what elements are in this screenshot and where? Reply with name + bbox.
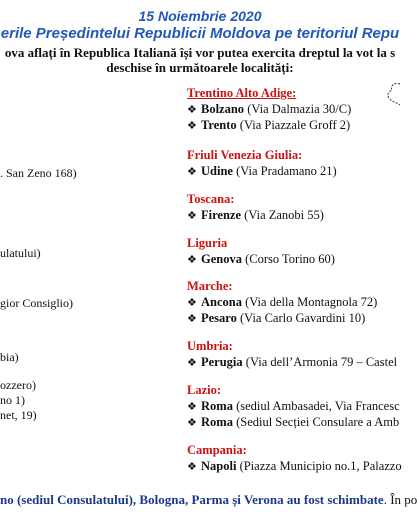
left-fragment: gior Consiglio)	[0, 296, 74, 310]
bullet-icon: ❖	[187, 104, 197, 116]
location-address: (Via Carlo Gavardini 10)	[236, 311, 366, 325]
location-city: Trento	[201, 118, 237, 132]
footer-blue-text: no (sediul Consulatului), Bologna, Parma și Verona	[0, 492, 284, 507]
location-item	[187, 164, 337, 179]
left-fragment: bia)	[0, 350, 19, 364]
location-address: (Via Pradamano 21)	[232, 164, 337, 178]
region-heading-toscana: Toscana:	[187, 192, 235, 206]
location-item	[187, 208, 324, 223]
location-city: Napoli	[201, 459, 237, 473]
bullet-icon: ❖	[187, 166, 197, 178]
location-address: (Via della Montagnola 72)	[241, 295, 378, 309]
location-item	[187, 295, 377, 310]
location-city: Udine	[201, 164, 233, 178]
location-item	[187, 252, 335, 267]
location-address: (Corso Torino 60)	[241, 252, 335, 266]
location-item	[187, 118, 350, 133]
left-fragment: net, 19)	[0, 408, 37, 422]
location-address: (Sediul Secției Consulare a Amb	[232, 415, 400, 429]
bullet-icon: ❖	[187, 417, 197, 429]
location-item	[187, 415, 399, 430]
bullet-icon: ❖	[187, 357, 197, 369]
region-heading-lazio: Lazio:	[187, 383, 222, 397]
region-heading-trentino: Trentino Alto Adige:	[187, 86, 297, 100]
left-fragment: . San Zeno 168)	[0, 166, 77, 180]
bullet-icon: ❖	[187, 297, 197, 309]
header-date: 15 Noiembrie 2020	[138, 8, 262, 24]
location-address: (Piazza Municipio no.1, Palazzo	[236, 459, 402, 473]
location-item	[187, 311, 365, 326]
location-city: Roma	[201, 399, 233, 413]
location-city: Firenze	[201, 208, 242, 222]
location-item	[187, 399, 400, 414]
bullet-icon: ❖	[187, 254, 197, 266]
location-address: (Via Dalmazia 30/C)	[244, 102, 352, 116]
bullet-icon: ❖	[187, 401, 197, 413]
location-item	[187, 102, 351, 117]
left-fragment: ulatului)	[0, 246, 41, 260]
region-heading-friuli: Friuli Venezia Giulia:	[187, 148, 303, 162]
location-item	[187, 459, 402, 474]
location-city: Perugia	[201, 355, 243, 369]
bullet-icon: ❖	[187, 120, 197, 132]
italy-map-outline	[380, 80, 400, 110]
footer-tail-text: . În po	[383, 492, 417, 507]
location-city: Bolzano	[201, 102, 245, 116]
location-city: Ancona	[201, 295, 242, 309]
bullet-icon: ❖	[187, 461, 197, 473]
location-item	[187, 355, 397, 370]
location-city: Roma	[201, 415, 233, 429]
bullet-icon: ❖	[187, 210, 197, 222]
location-address: (Via Piazzale Groff 2)	[236, 118, 351, 132]
bullet-icon: ❖	[187, 313, 197, 325]
left-fragment: ozzero)	[0, 378, 36, 392]
region-heading-liguria: Liguria	[187, 236, 228, 250]
region-heading-marche: Marche:	[187, 279, 233, 293]
location-address: (Via Zanobi 55)	[241, 208, 324, 222]
location-city: Pesaro	[201, 311, 237, 325]
region-heading-umbria: Umbria:	[187, 339, 233, 353]
location-address: (Via dell’Armonia 79 – Castel	[242, 355, 398, 369]
location-city: Genova	[201, 252, 242, 266]
footer-note	[0, 492, 417, 508]
region-heading-campania: Campania:	[187, 443, 247, 457]
location-address: (sediul Ambasadei, Via Francesc	[232, 399, 400, 413]
footer-changed-text: au fost schimbate	[283, 492, 384, 507]
header-intro-line2: deschise în următoarele localități:	[106, 60, 294, 75]
header-title: erile Președintelui Republicii Moldova pe teritoriul Repu	[0, 25, 400, 42]
header-intro-line1: ova aflați în Republica Italiană își vor putea exercita dreptul la vot la s	[4, 45, 396, 60]
left-fragment: no 1)	[0, 393, 25, 407]
